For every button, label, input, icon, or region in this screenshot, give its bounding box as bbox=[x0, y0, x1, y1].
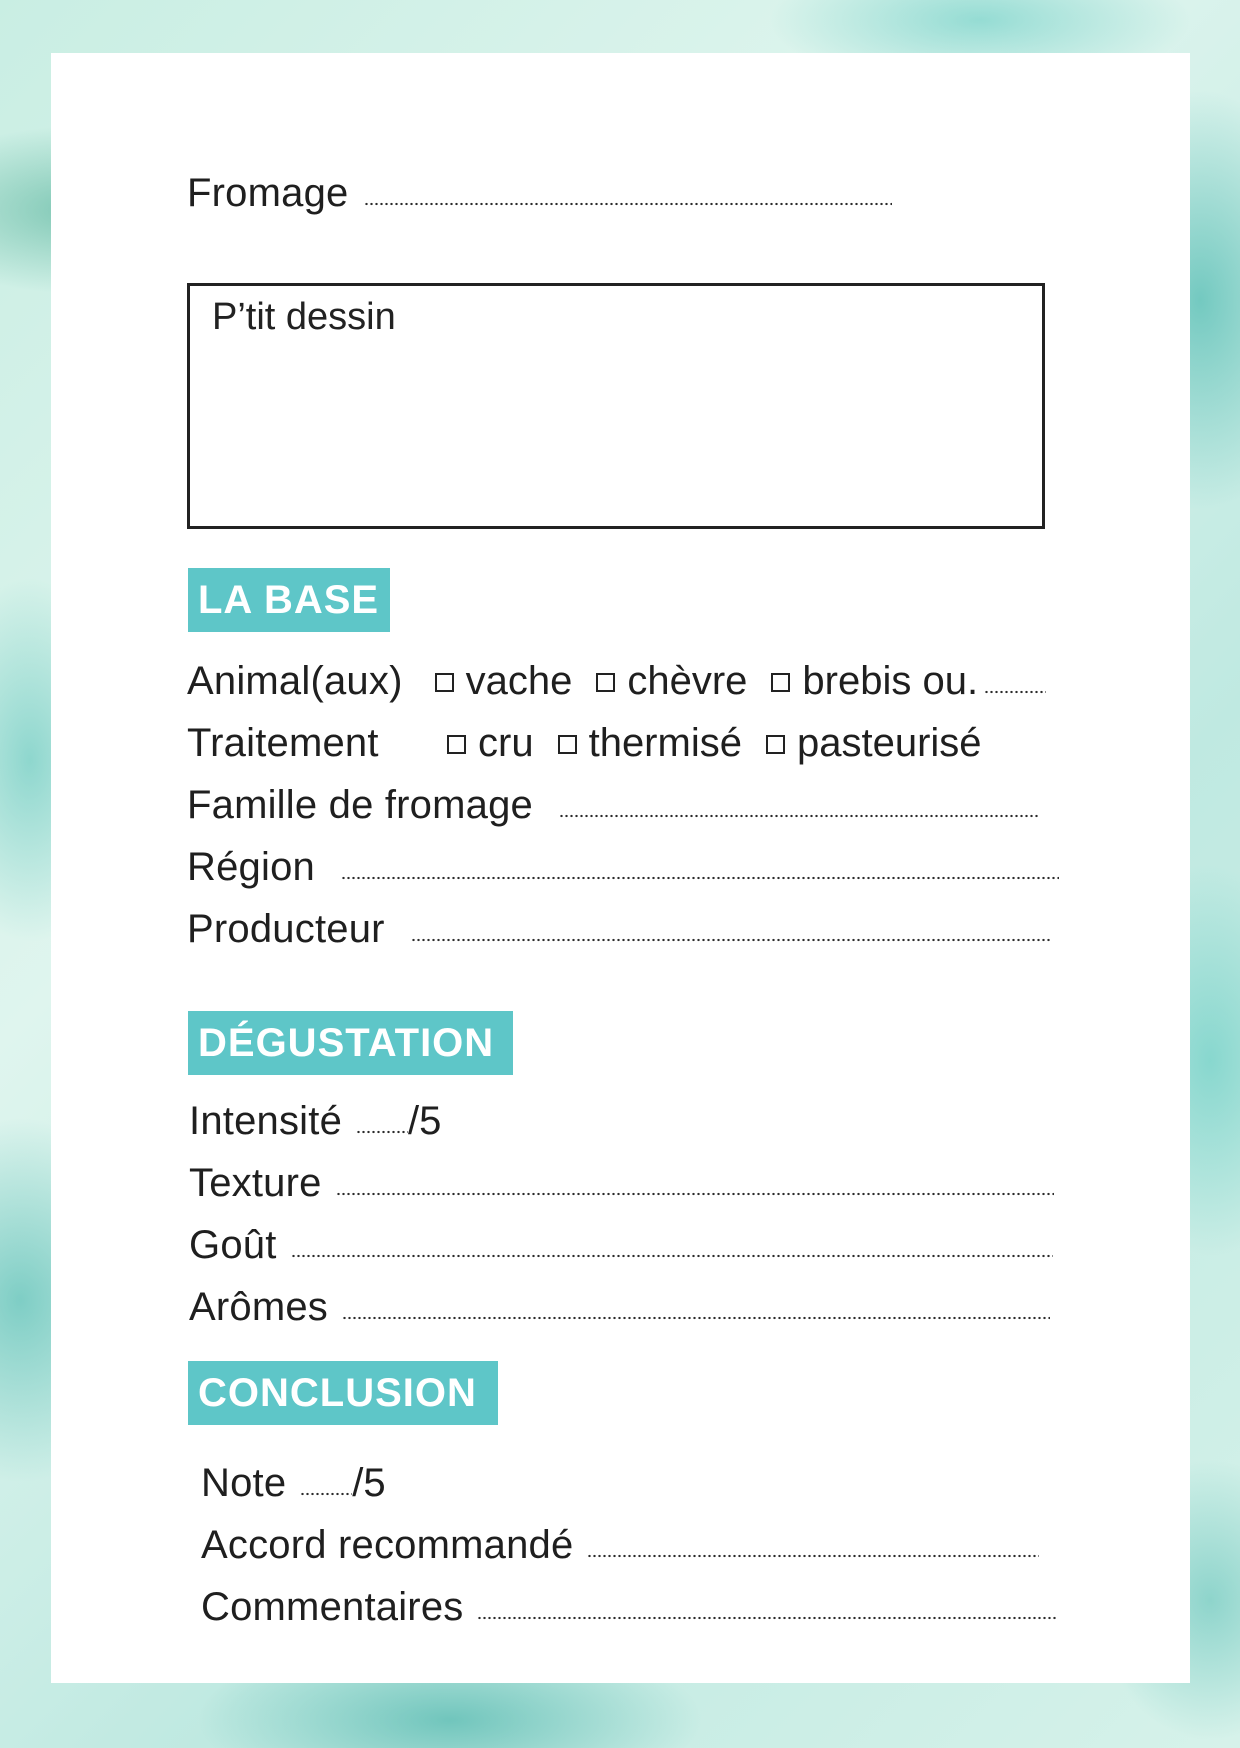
producteur-fill-line[interactable] bbox=[411, 938, 1051, 942]
intensite-fill-line[interactable] bbox=[356, 1130, 408, 1134]
drawing-box[interactable] bbox=[187, 283, 1045, 529]
checkbox-cru[interactable] bbox=[447, 735, 466, 754]
producteur-row bbox=[187, 907, 1051, 952]
intensite-scale: /5 bbox=[408, 1099, 442, 1143]
animal-row bbox=[187, 659, 1046, 704]
intensite-label: Intensité bbox=[189, 1099, 343, 1143]
gout-fill-line[interactable] bbox=[291, 1254, 1053, 1258]
region-row bbox=[187, 845, 1059, 890]
section-base-header: LA BASE bbox=[188, 568, 390, 632]
checkbox-vache[interactable] bbox=[435, 673, 454, 692]
texture-label: Texture bbox=[189, 1161, 322, 1205]
note-label: Note bbox=[201, 1461, 287, 1505]
option-brebis-label: brebis ou. bbox=[802, 659, 979, 703]
traitement-label: Traitement bbox=[187, 721, 379, 765]
traitement-row bbox=[187, 721, 982, 766]
aromes-row bbox=[189, 1285, 1050, 1330]
accord-row bbox=[201, 1523, 1039, 1568]
region-label: Région bbox=[187, 845, 315, 889]
note-fill-line[interactable] bbox=[300, 1492, 352, 1496]
commentaires-label: Commentaires bbox=[201, 1585, 464, 1629]
note-row bbox=[201, 1461, 386, 1506]
section-degustation-header: DÉGUSTATION bbox=[188, 1011, 513, 1075]
accord-label: Accord recommandé bbox=[201, 1523, 574, 1567]
note-scale: /5 bbox=[352, 1461, 386, 1505]
famille-fill-line[interactable] bbox=[559, 814, 1039, 818]
checkbox-chevre[interactable] bbox=[596, 673, 615, 692]
aromes-label: Arômes bbox=[189, 1285, 329, 1329]
commentaires-fill-line[interactable] bbox=[477, 1616, 1057, 1620]
famille-row bbox=[187, 783, 1039, 828]
gout-label: Goût bbox=[189, 1223, 277, 1267]
fromage-label: Fromage bbox=[187, 171, 349, 215]
option-brebis[interactable] bbox=[771, 659, 978, 704]
drawing-label: P’tit dessin bbox=[212, 296, 396, 338]
fromage-fill-line[interactable] bbox=[364, 202, 892, 206]
region-fill-line[interactable] bbox=[341, 876, 1059, 880]
option-vache[interactable] bbox=[435, 659, 573, 704]
producteur-label: Producteur bbox=[187, 907, 385, 951]
checkbox-pasteurise[interactable] bbox=[766, 735, 785, 754]
option-cru-label: cru bbox=[478, 721, 534, 765]
animal-label: Animal(aux) bbox=[187, 659, 403, 703]
gout-row bbox=[189, 1223, 1053, 1268]
texture-fill-line[interactable] bbox=[336, 1192, 1054, 1196]
texture-row bbox=[189, 1161, 1054, 1206]
option-thermise[interactable] bbox=[558, 721, 742, 766]
option-pasteurise-label: pasteurisé bbox=[796, 721, 982, 765]
section-conclusion-header: CONCLUSION bbox=[188, 1361, 498, 1425]
checkbox-brebis[interactable] bbox=[771, 673, 790, 692]
intensite-row bbox=[189, 1099, 441, 1144]
option-pasteurise[interactable] bbox=[766, 721, 982, 766]
aromes-fill-line[interactable] bbox=[342, 1316, 1050, 1320]
option-thermise-label: thermisé bbox=[588, 721, 742, 765]
fromage-row bbox=[187, 171, 892, 216]
famille-label: Famille de fromage bbox=[187, 783, 533, 827]
option-chevre-label: chèvre bbox=[627, 659, 748, 703]
option-cru[interactable] bbox=[447, 721, 534, 766]
checkbox-thermise[interactable] bbox=[558, 735, 577, 754]
option-vache-label: vache bbox=[465, 659, 573, 703]
commentaires-row bbox=[201, 1585, 1057, 1630]
tasting-sheet bbox=[51, 53, 1190, 1683]
option-chevre[interactable] bbox=[596, 659, 747, 704]
animal-other-fill-line[interactable] bbox=[984, 690, 1046, 694]
accord-fill-line[interactable] bbox=[587, 1554, 1039, 1558]
